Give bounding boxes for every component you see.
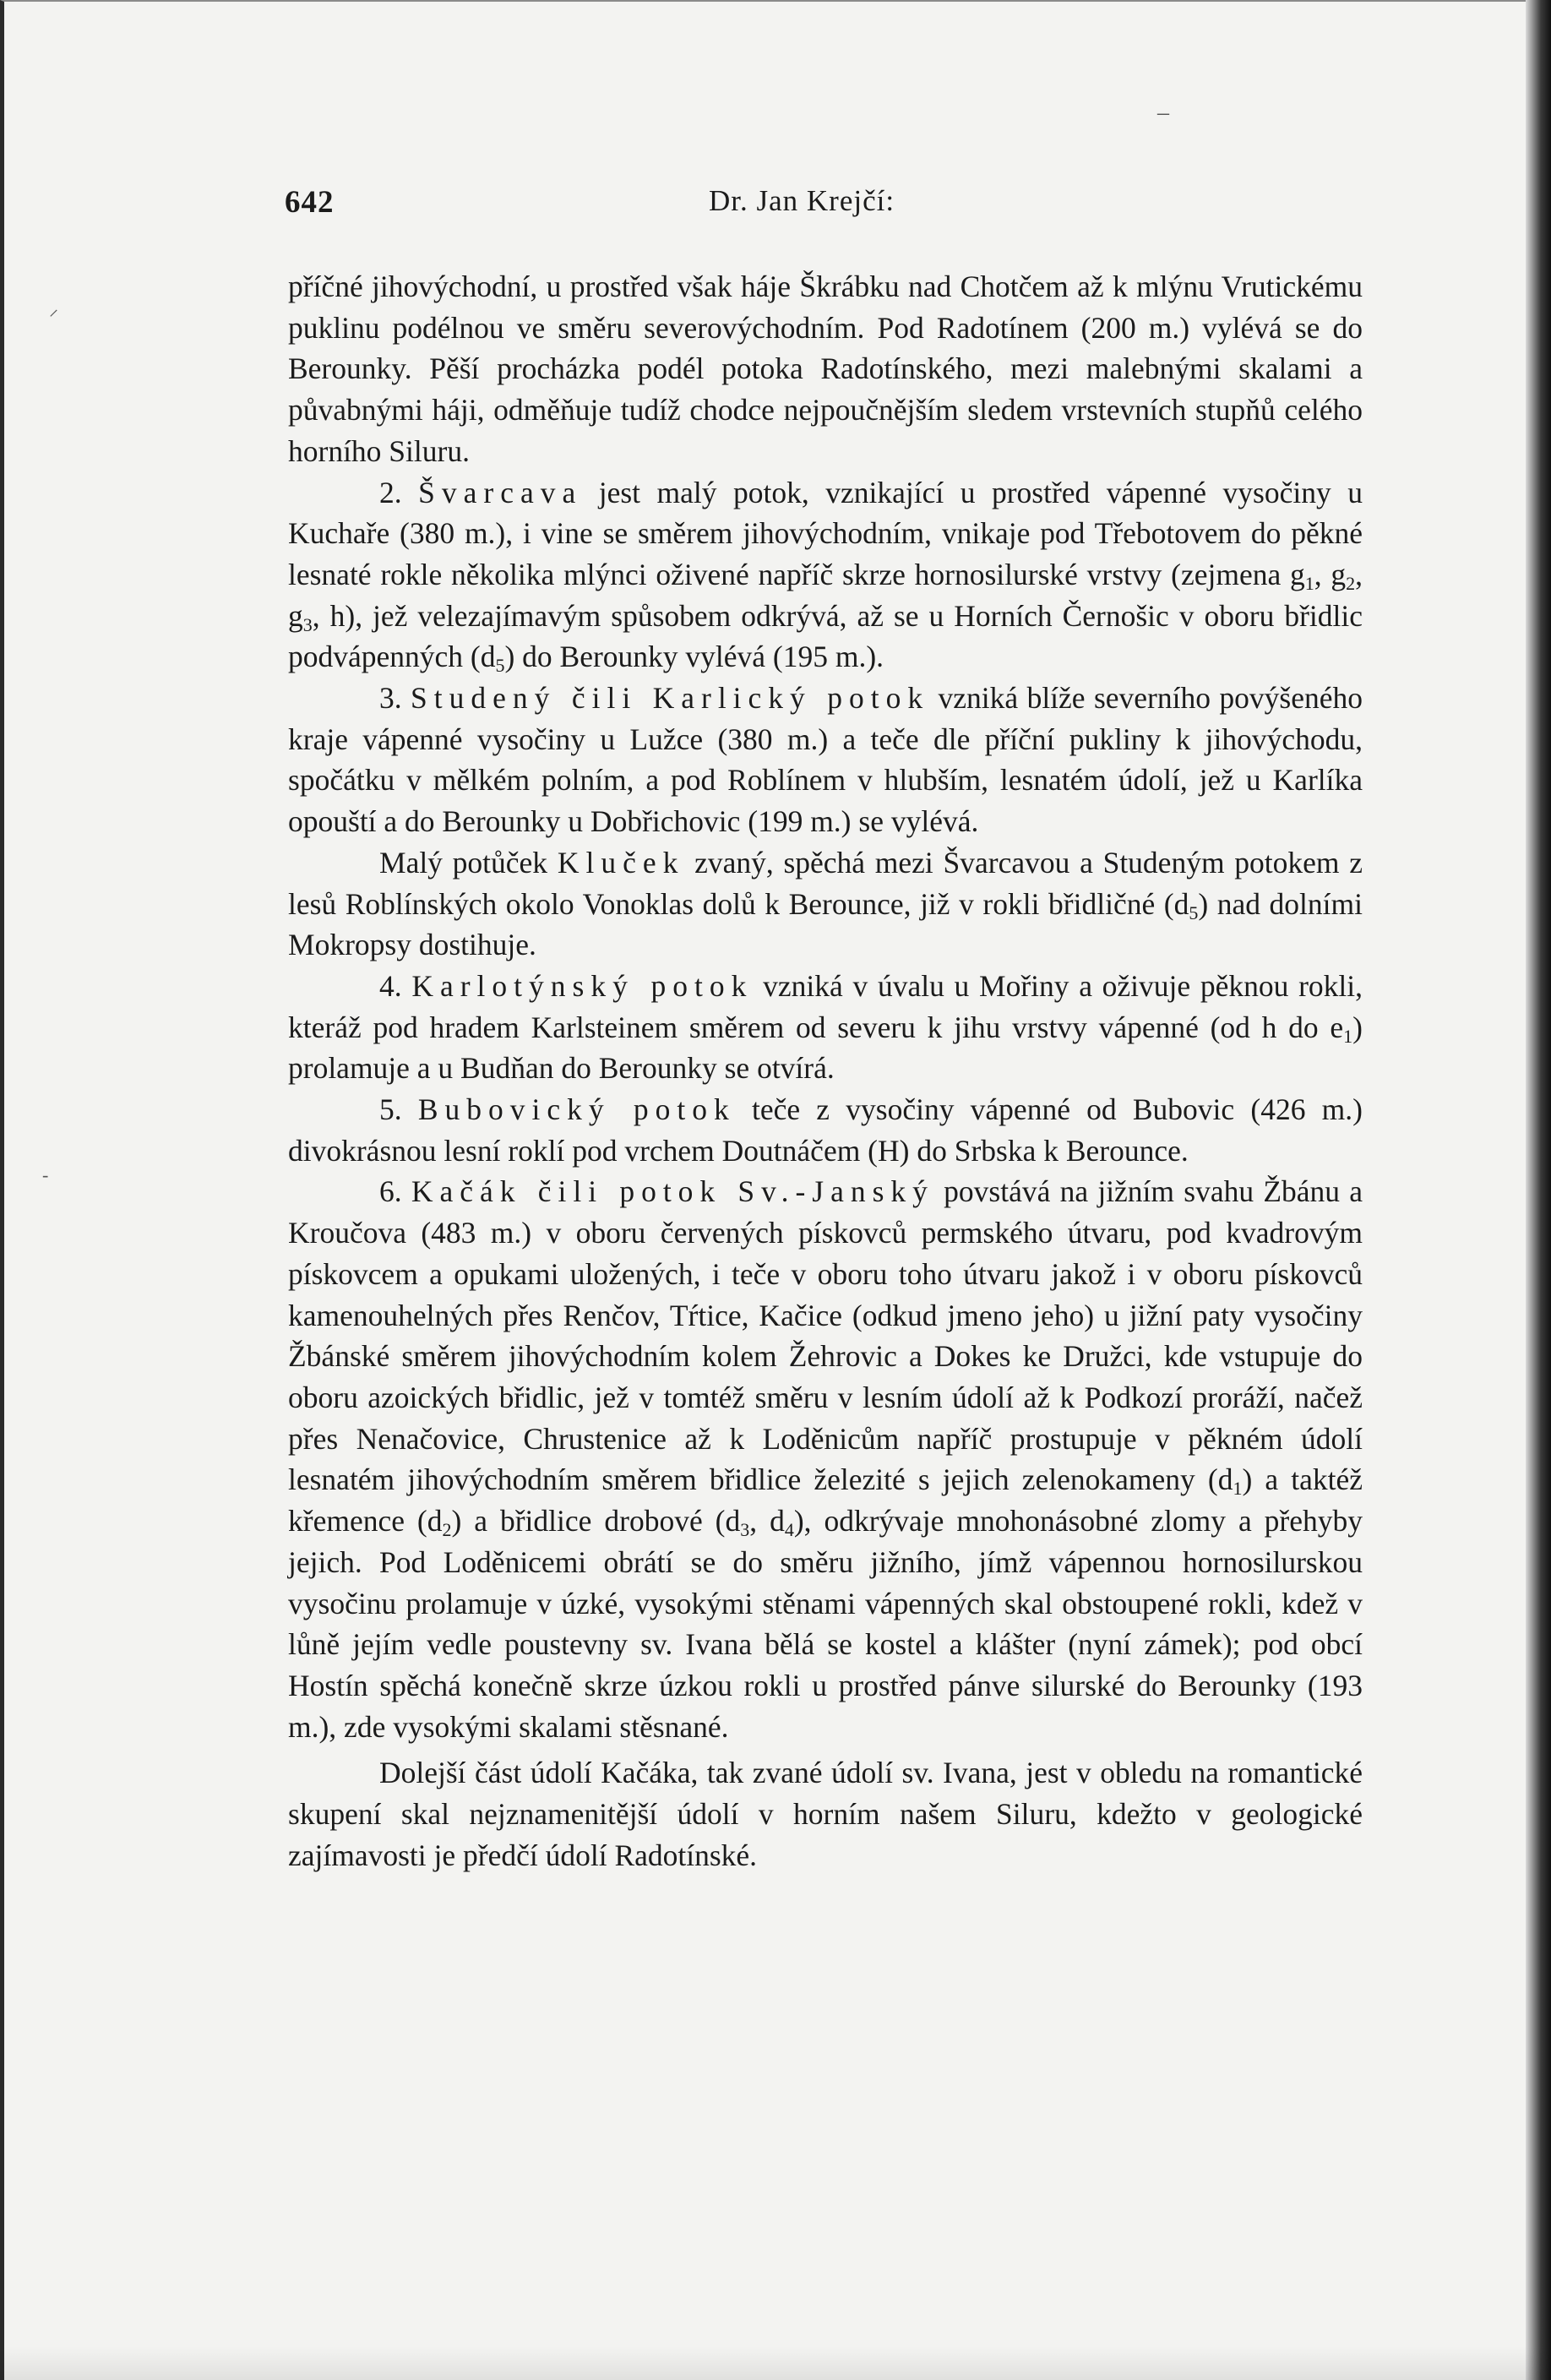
- subscript: 2: [442, 1519, 452, 1541]
- stream-name: Švarcava: [418, 475, 583, 509]
- page-header: [285, 184, 1366, 218]
- page-edge-shadow: [1526, 0, 1551, 2380]
- paragraph: [288, 678, 1363, 842]
- text-run: , h), jež velezajímavým spůsobem odkrývá, až se u Horních Černošic v oboru břidlic podvápenných (d: [288, 598, 1363, 674]
- paragraph: [288, 1171, 1363, 1747]
- subscript: 1: [1233, 1478, 1243, 1500]
- text-run: ) nad dolními Mokropsy dostihuje.: [288, 886, 1363, 962]
- text-run: teče z vysočiny vápenné od Bubovic (426 m.) divokrásnou lesní roklí pod vrchem Doutnáčem (H) do Srbska k Berounce.: [288, 1092, 1363, 1168]
- text-run: ) do Berounky vylévá (195 m.).: [504, 640, 884, 674]
- scan-speck: –: [1157, 100, 1169, 126]
- subscript: 5: [495, 655, 505, 677]
- subscript: 2: [1346, 572, 1356, 594]
- text-run: ) prolamuje a u Budňan do Berounky se otvírá.: [288, 1010, 1363, 1086]
- text-run: vzniká blíže severního povýšeného kraje vápenné vysočiny u Lužce (380 m.) a teče dle příční pukliny k jihovýchodu, spočátku v mělkém polním, a pod Roblínem v hlubším, lesnatém údolí, jež u Karlíka opouští a do Berounky u Dobřichovic (199 m.) se vylévá.: [288, 681, 1363, 839]
- subscript: 3: [740, 1519, 750, 1541]
- text-run: ) a břidlice drobové (d: [451, 1504, 741, 1539]
- scan-speck: -: [42, 1164, 49, 1185]
- stream-name: Karlotýnský potok: [411, 968, 754, 1003]
- text-run: povstává na jižním svahu Žbánu a Kroučova (483 m.) v oboru červených pískovců permského útvaru, pod kvadrovým pískovcem a opukami uložených, i teče v oboru toho útvaru jakož i v oboru pískovců kamenouhelných přes Renčov, Tŕtice, Kačice (odkud jmeno jeho) u jižní paty vysočiny Žbánské směrem jihovýchodním kolem Žehrovic a Dokes ke Družci, kde vstupuje do oboru azoických břidlic, jež v tomtéž směru v lesním údolí až k Podkozí proráží, načež přes Nenačovice, Chrustenice až k Loděnicům napříč prostupuje v pěkném údolí lesnatém jihovýchodním směrem břidlice železité s jejich zelenokameny (d: [288, 1174, 1363, 1497]
- item-number: 6.: [379, 1174, 402, 1209]
- subscript: 5: [1189, 901, 1199, 923]
- stream-name: Kačák čili potok Sv.-Janský: [411, 1174, 934, 1209]
- text-run: , d: [749, 1504, 785, 1539]
- item-number: 5.: [379, 1092, 402, 1127]
- item-number: 3.: [379, 681, 402, 716]
- stream-name: Studený čili Karlický potok: [411, 681, 930, 716]
- paragraph: [288, 472, 1363, 678]
- paragraph: příčné jihovýchodní, u prostřed však háje Škrábku nad Chotčem až k mlýnu Vrutickému puklinu podélnou ve směru severovýchodním. Pod Radotínem (200 m.) vylévá se do Berounky. Pěší procházka podél potoka Radotínského, mezi malebnými skalami a půvabnými háji, odměňuje tudíž chodce nejpoučnějším sledem vrstevních stupňů celého horního Siluru.: [288, 270, 1363, 468]
- text-run: Malý potůček: [379, 845, 548, 880]
- text-run: zvaný, spěchá mezi Švarcavou a Studeným potokem z lesů Roblínských okolo Vonoklas dolů k Berounce, již v rokli břidličné (d: [288, 845, 1363, 921]
- item-number: 4.: [379, 968, 402, 1003]
- stream-name: Bubovický potok: [417, 1092, 736, 1127]
- bottom-shadow: [0, 2346, 1551, 2380]
- paragraph: [288, 1089, 1363, 1171]
- scan-speck: ⸝: [49, 298, 59, 319]
- text-run: vzniká v úvalu u Mořiny a oživuje pěknou rokli, kteráž pod hradem Karlsteinem směrem od severu k jihu vrstvy vápenné (od h do e: [288, 968, 1363, 1044]
- paragraph: [288, 966, 1363, 1089]
- page-number: 642: [285, 185, 335, 220]
- stream-name: Kluček: [557, 845, 685, 880]
- paragraph: [288, 842, 1363, 966]
- text-run: ) a taktéž křemence (d: [288, 1462, 1363, 1539]
- text-run: jest malý potok, vznikající u prostřed vápenné vysočiny u Kuchaře (380 m.), i vine se směrem jihovýchodním, vnikaje pod Třebotovem do pěkné lesnaté rokle několika mlýnci oživené napříč skrze hornosilurské vrstvy (zejmena g: [288, 475, 1363, 591]
- running-head: Dr. Jan Krejčí:: [709, 184, 895, 217]
- text-run: , g: [1314, 557, 1347, 591]
- text-run: , g: [288, 557, 1363, 633]
- item-number: 2.: [379, 475, 402, 509]
- subscript: 1: [1343, 1025, 1353, 1047]
- subscript: 3: [302, 613, 313, 635]
- text-run: ), odkrývaje mnohonásobné zlomy a přehyby jejich. Pod Loděnicemi obrátí se do směru jižního, jímž vápennou hornosilurskou vysočinu prolamuje v úzké, vysokými stěnami vápenných skal obstoupené rokli, kdež v lůně jejím vedle poustevny sv. Ivana bělá se kostel a klášter (nyní zámek); pod obcí Hostín spěchá konečně skrze úzkou rokli u prostřed pánve silurské do Berounky (193 m.), zde vysokými skalami stěsnané.: [288, 1504, 1363, 1744]
- subscript: 1: [1304, 572, 1314, 594]
- paragraph: Dolejší část údolí Kačáka, tak zvané údolí sv. Ivana, jest v obledu na romantické skupení skal nejznamenitější údolí v horním našem Siluru, kdežto v geologické zajímavosti je předčí údolí Radotínské.: [288, 1756, 1363, 1872]
- body-text: [288, 266, 1363, 1876]
- subscript: 4: [784, 1519, 794, 1541]
